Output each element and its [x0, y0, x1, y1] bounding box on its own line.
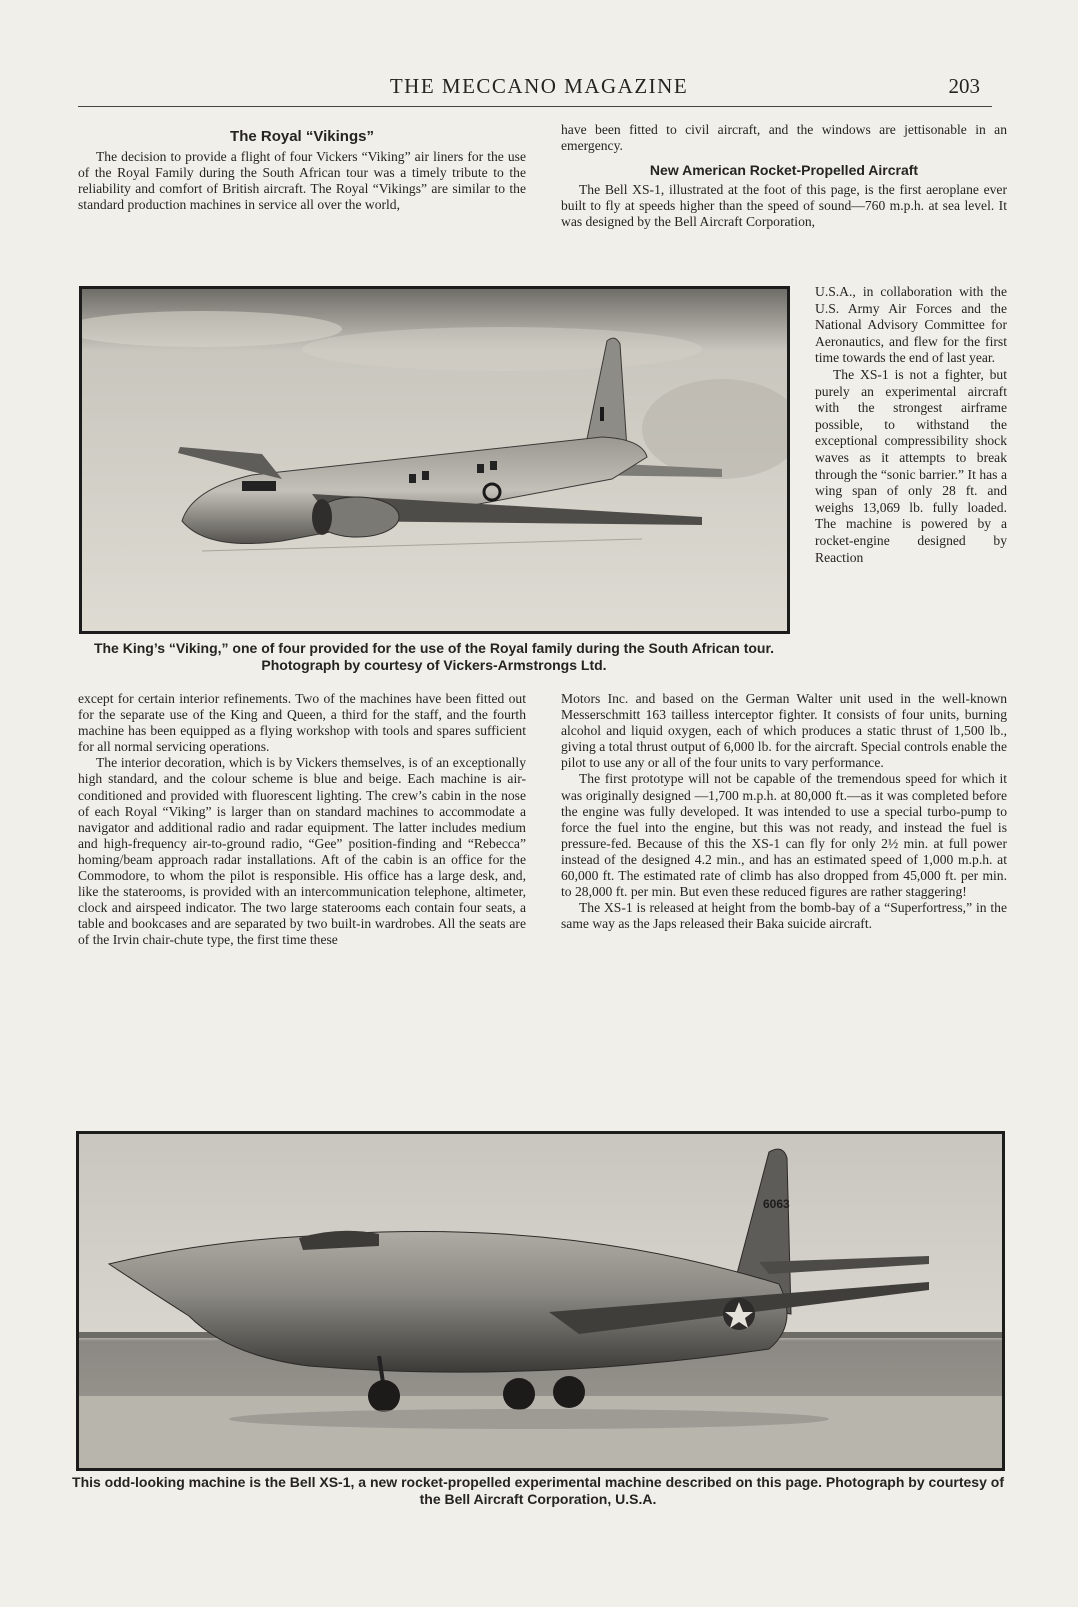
page-number: 203	[948, 74, 980, 98]
article-paragraph: The first prototype will not be capable of the tremendous speed for which it was originally designed —1,700 m.p.h. at 80,000 ft.—as it was completed before the engine was fully developed. It was intended to use a special turbo-pump to force the fuel into the engine, but this was not ready, and instead the fuel is pressure-fed. Because of this the XS-1 can fly for only 2½ min. at full power instead of the designed 4.2 min., and has an estimated speed of 1,000 m.p.h. at 60,000 ft. The estimated rate of climb has also dropped from 45,000 ft. per min. to 28,000 ft. per min. But even these reduced figures are rather staggering!	[561, 771, 1007, 900]
photo-caption-viking	[78, 640, 790, 674]
header-rule	[78, 106, 992, 107]
article-rocket-aircraft-body	[561, 691, 1007, 932]
caption-text: The King’s “Viking,” one of four provided for the use of the Royal family during the South African tour. Photograph by courtesy of Vickers-Armstrongs Ltd.	[93, 640, 775, 673]
article-paragraph: The XS-1 is not a fighter, but purely an experimental aircraft with the strongest airframe possible, to withstand the exceptional compressibility shock waves as it attempts to break through the “sonic barrier.” It has a wing span of only 28 ft. and weighs 13,069 lb. fully loaded. The machine is powered by a rocket-engine designed by Reaction	[815, 366, 1007, 565]
article-narrow-column-text	[815, 284, 1007, 566]
article-paragraph: Motors Inc. and based on the German Walter unit used in the well-known Messerschmitt 163 tailless interceptor fighter. It consists of four units, burning alcohol and liquid oxygen, each of which produces a static thrust of 1,500 lb., giving a total thrust output of 6,000 lb. for the aircraft. Special controls enable the pilot to use any or all of the four units to vary performance.	[561, 691, 1007, 771]
caption-text: This odd-looking machine is the Bell XS-1, a new rocket-propelled experimental machine described on this page. Photograph by courtesy of the Bell Aircraft Corporation, U.S.A.	[72, 1474, 1004, 1507]
article-paragraph: U.S.A., in collaboration with the U.S. Army Air Forces and the National Advisory Committee for Aeronautics, and flew for the first time towards the end of last year.	[815, 284, 1007, 366]
article-heading-rocket-aircraft: New American Rocket-Propelled Aircraft	[649, 162, 919, 179]
photo-vickers-viking	[79, 286, 790, 634]
article-paragraph: The interior decoration, which is by Vickers themselves, is of an exceptionally high standard, and the colour scheme is blue and beige. Each machine is air-conditioned and provided with fluorescent lighting. The crew’s cabin in the nose of each Royal “Viking” is larger than on standard machines to accommodate a navigator and additional radio and radar equipment. The latter includes medium and high-frequency air-to-ground radio, “Gee” position-finding and “Rebecca” homing/beam approach radar installations. Aft of the cabin is an office for the Commodore, to whom the pilot is responsible. His office has a large desk, and, like the staterooms, is provided with an intercommunication telephone, altimeter, clock and airspeed indicator. The two large staterooms each contain four seats, a table and bookcases and are separated by two built-in wardrobes. All the seats are of the Irvin chair-chute type, the first time these	[78, 755, 526, 948]
article-column-right-top	[561, 122, 1007, 230]
article-paragraph: except for certain interior refinements. Two of the machines have been fitted out for the separate use of the King and Queen, a third for the staff, and the fourth machine has been equipped as a flying workshop with tools and spares sufficient for all normal servicing operations.	[78, 691, 526, 755]
viking-aircraft-image	[82, 289, 787, 631]
article-paragraph: The XS-1 is released at height from the bomb-bay of a “Superfortress,” in the same way as the Japs released their Baka suicide aircraft.	[561, 900, 1007, 932]
xs1-aircraft-image	[79, 1134, 1002, 1468]
tail-number-text: 6063	[763, 1197, 790, 1211]
photo-bell-xs1	[76, 1131, 1005, 1471]
photo-caption-xs1	[70, 1474, 1006, 1508]
article-paragraph: have been fitted to civil aircraft, and the windows are jettisonable in an emergency.	[561, 122, 1007, 154]
article-paragraph: The decision to provide a flight of four Vickers “Viking” air liners for the use of the Royal Family during the South African tour was a timely tribute to the reliability and comfort of British aircraft. The Royal “Vikings” are similar to the standard production machines in service all over the world,	[78, 149, 526, 213]
article-royal-vikings-intro	[78, 128, 526, 213]
article-royal-vikings-body	[78, 691, 526, 949]
article-heading-royal-vikings: The Royal “Vikings”	[230, 128, 374, 145]
page-title: THE MECCANO MAGAZINE	[389, 74, 689, 98]
article-paragraph: The Bell XS-1, illustrated at the foot of this page, is the first aeroplane ever built to fly at speeds higher than the speed of sound—760 m.p.h. at sea level. It was designed by the Bell Aircraft Corporation,	[561, 182, 1007, 230]
